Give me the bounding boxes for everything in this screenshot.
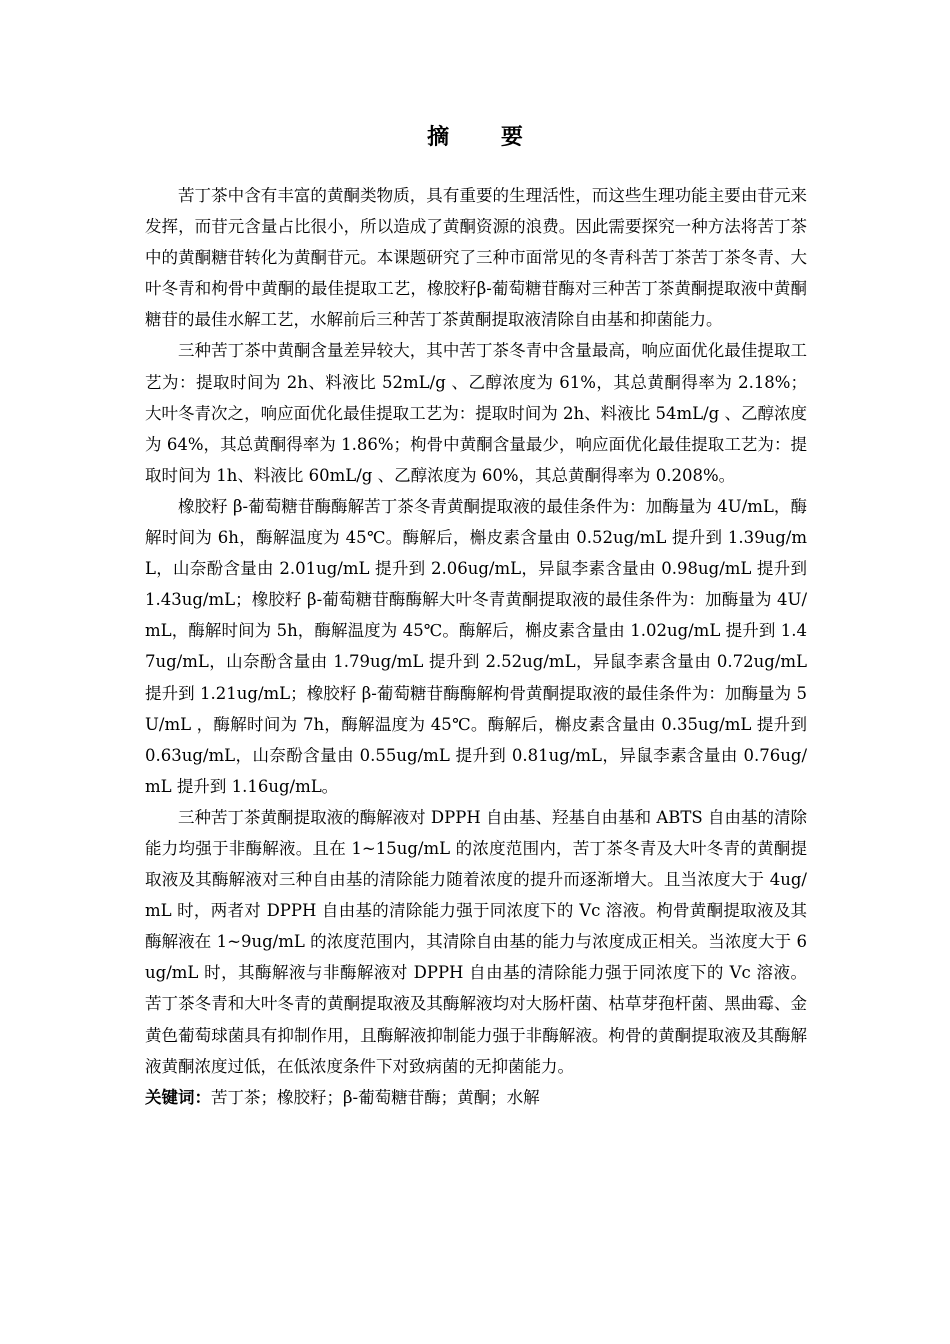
abstract-paragraph-1: 苦丁茶中含有丰富的黄酮类物质，具有重要的生理活性，而这些生理功能主要由苷元来发挥，而苷元含量占比很小，所以造成了黄酮资源的浪费。因此需要探究一种方法将苦丁茶中的黄酮糖苷转化为黄酮苷元。本课题研究了三种市面常见的冬青科苦丁茶苦丁茶冬青、大叶冬青和枸骨中黄酮的最佳提取工艺，橡胶籽β-葡萄糖苷酶对三种苦丁茶黄酮提取液中黄酮糖苷的最佳水解工艺，水解前后三种苦丁茶黄酮提取液清除自由基和抑菌能力。 [145, 186, 807, 330]
abstract-paragraph-2: 三种苦丁茶中黄酮含量差异较大，其中苦丁茶冬青中含量最高，响应面优化最佳提取工艺为：提取时间为 2h、料液比 52mL/g 、乙醇浓度为 61%，其总黄酮得率为 2.18%；大叶冬青次之，响应面优化最佳提取工艺为：提取时间为 2h、料液比 54mL/g 、乙醇浓度为 64%，其总黄酮得率为 1.86%；枸骨中黄酮含量最少，响应面优化最佳提取工艺为：提取时间为 1h、料液比 60mL/g 、乙醇浓度为 60%，其总黄酮得率为 0.208%。 [145, 341, 807, 485]
keywords-label: 关键词： [145, 1087, 211, 1107]
abstract-paragraph-4: 三种苦丁茶黄酮提取液的酶解液对 DPPH 自由基、羟基自由基和 ABTS 自由基的清除能力均强于非酶解液。且在 1~15ug/mL 的浓度范围内，苦丁茶冬青及大叶冬青的黄酮提取液及其酶解液对三种自由基的清除能力随着浓度的提升而逐渐增大。且当浓度大于 4ug/mL 时，两者对 DPPH 自由基的清除能力强于同浓度下的 Vc 溶液。枸骨黄酮提取液及其酶解液在 1~9ug/mL 的浓度范围内，其清除自由基的能力与浓度成正相关。当浓度大于 6ug/mL 时，其酶解液与非酶解液对 DPPH 自由基的清除能力强于同浓度下的 Vc 溶液。苦丁茶冬青和大叶冬青的黄酮提取液及其酶解液均对大肠杆菌、枯草芽孢杆菌、黑曲霉、金黄色葡萄球菌具有抑制作用，且酶解液抑制能力强于非酶解液。枸骨的黄酮提取液及其酶解液黄酮浓度过低，在低浓度条件下对致病菌的无抑菌能力。 [145, 807, 807, 1076]
abstract-body [145, 180, 807, 1113]
keywords-line [145, 1082, 807, 1113]
abstract-paragraph-3: 橡胶籽 β-葡萄糖苷酶酶解苦丁茶冬青黄酮提取液的最佳条件为：加酶量为 4U/mL，酶解时间为 6h，酶解温度为 45℃。酶解后，槲皮素含量由 0.52ug/mL 提升到 1.39ug/mL，山奈酚含量由 2.01ug/mL 提升到 2.06ug/mL，异鼠李素含量由 0.98ug/mL 提升到 1.43ug/mL；橡胶籽 β-葡萄糖苷酶酶解大叶冬青黄酮提取液的最佳条件为：加酶量为 4U/mL，酶解时间为 5h，酶解温度为 45℃。酶解后，槲皮素含量由 1.02ug/mL 提升到 1.47ug/mL，山奈酚含量由 1.79ug/mL 提升到 2.52ug/mL，异鼠李素含量由 0.72ug/mL 提升到 1.21ug/mL；橡胶籽 β-葡萄糖苷酶酶解枸骨黄酮提取液的最佳条件为：加酶量为 5U/mL ，酶解时间为 7h，酶解温度为 45℃。酶解后，槲皮素含量由 0.35ug/mL 提升到 0.63ug/mL，山奈酚含量由 0.55ug/mL 提升到 0.81ug/mL，异鼠李素含量由 0.76ug/mL 提升到 1.16ug/mL。 [145, 496, 807, 796]
page-title: 摘 要 [427, 125, 545, 150]
keywords-text: 苦丁茶；橡胶籽；β-葡萄糖苷酶；黄酮；水解 [211, 1087, 540, 1107]
